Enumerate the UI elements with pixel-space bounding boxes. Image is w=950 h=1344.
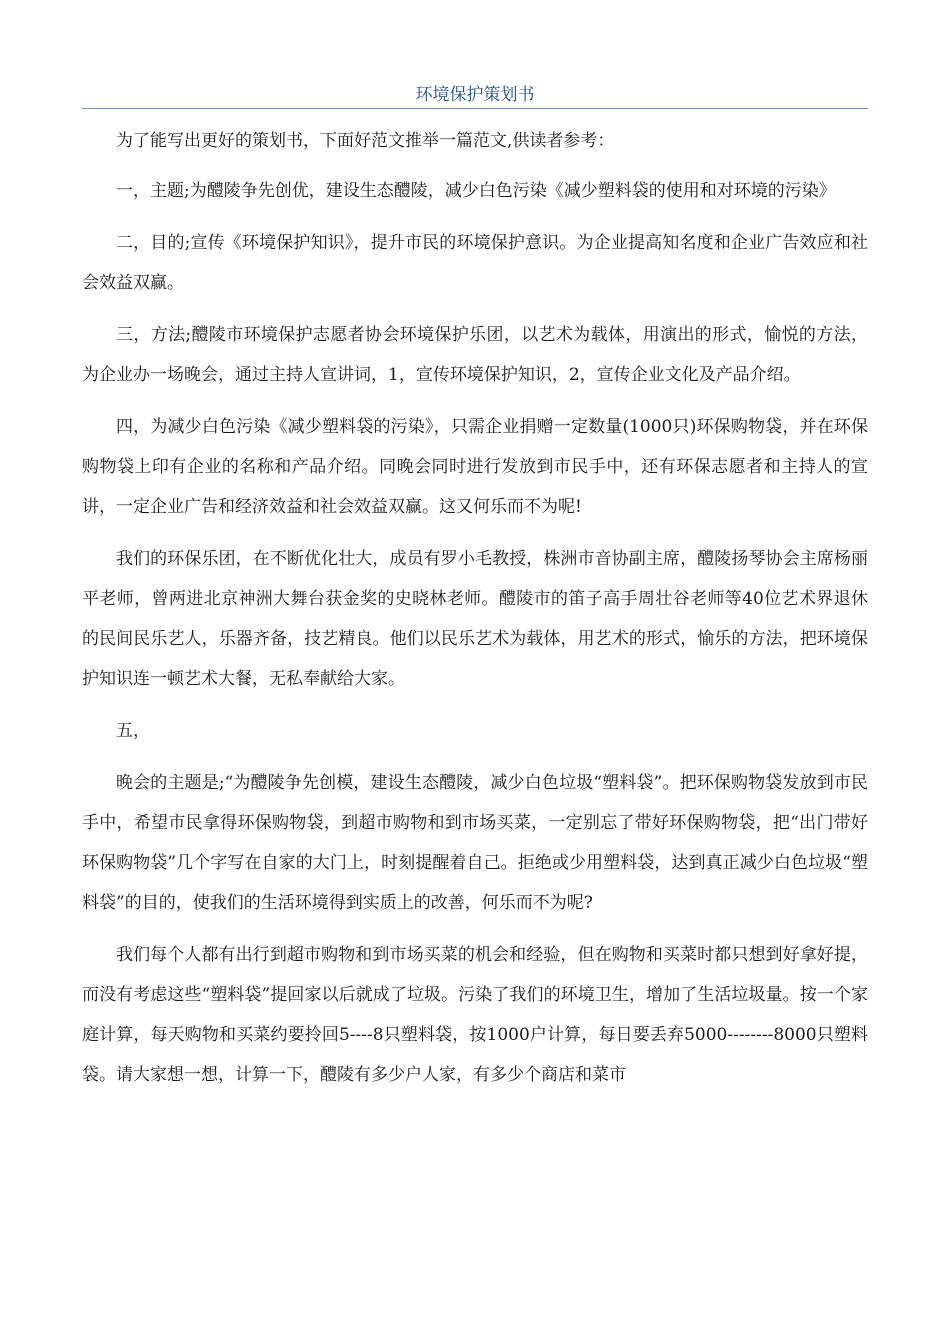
paragraph-method: 三，方法;醴陵市环境保护志愿者协会环境保护乐团，以艺术为载体，用演出的形式，愉悦的方法，为企业办一场晚会，通过主持人宣讲词，1，宣传环境保护知识，2，宣传企业文化及产品介绍。 [82, 325, 868, 385]
title-divider [82, 108, 868, 109]
paragraph-intro: 为了能写出更好的策划书，下面好范文推举一篇范文,供读者参考： [116, 131, 615, 151]
paragraph-theme: 一，主题;为醴陵争先创优，建设生态醴陵，减少白色污染《减少塑料袋的使用和对环境的污染》 [116, 181, 836, 201]
paragraph-purpose: 二，目的;宣传《环境保护知识》，提升市民的环境保护意识。为企业提高知名度和企业广告效应和社会效益双赢。 [82, 233, 868, 293]
paragraph-section-four: 四，为减少白色污染《减少塑料袋的污染》，只需企业捐赠一定数量(1000只)环保购物袋，并在环保购物袋上印有企业的名称和产品介绍。同晚会同时进行发放到市民手中，还有环保志愿者和主持人的宣讲，一定企业广告和经济效益和社会效益双赢。这又何乐而不为呢! [82, 417, 868, 517]
paragraph-evening-theme: 晚会的主题是;“为醴陵争先创模，建设生态醴陵，减少白色垃圾“塑料袋”。把环保购物袋发放到市民手中，希望市民拿得环保购物袋，到超市购物和到市场买菜，一定别忘了带好环保购物袋，把“出门带好环保购物袋”几个字写在自家的大门上，时刻提醒着自己。拒绝或少用塑料袋，达到真正减少白色垃圾“塑料袋”的目的，使我们的生活环境得到实质上的改善，何乐而不为呢? [82, 773, 868, 913]
document-title: 环境保护策划书 [415, 85, 535, 105]
paragraph-plastic-bags: 我们每个人都有出行到超市购物和到市场买菜的机会和经验，但在购物和买菜时都只想到好拿好提，而没有考虑这些“塑料袋”提回家以后就成了垃圾。污染了我们的环境卫生，增加了生活垃圾量。按一个家庭计算，每天购物和买菜约要拎回5----8只塑料袋，按1000户计算，每日要丢弃5000--------8000只塑料袋。请大家想一想，计算一下，醴陵有多少户人家，有多少个商店和菜市 [82, 945, 868, 1085]
document-body [82, 121, 868, 1107]
paragraph-band: 我们的环保乐团，在不断优化壮大，成员有罗小毛教授，株洲市音协副主席，醴陵扬琴协会主席杨丽平老师，曾两进北京神洲大舞台获金奖的史晓林老师。醴陵市的笛子高手周壮谷老师等40位艺术界退休的民间民乐艺人，乐器齐备，技艺精良。他们以民乐艺术为载体，用艺术的形式，愉乐的方法，把环境保护知识连一顿艺术大餐，无私奉献给大家。 [82, 549, 868, 689]
paragraph-section-five: 五， [116, 721, 150, 741]
